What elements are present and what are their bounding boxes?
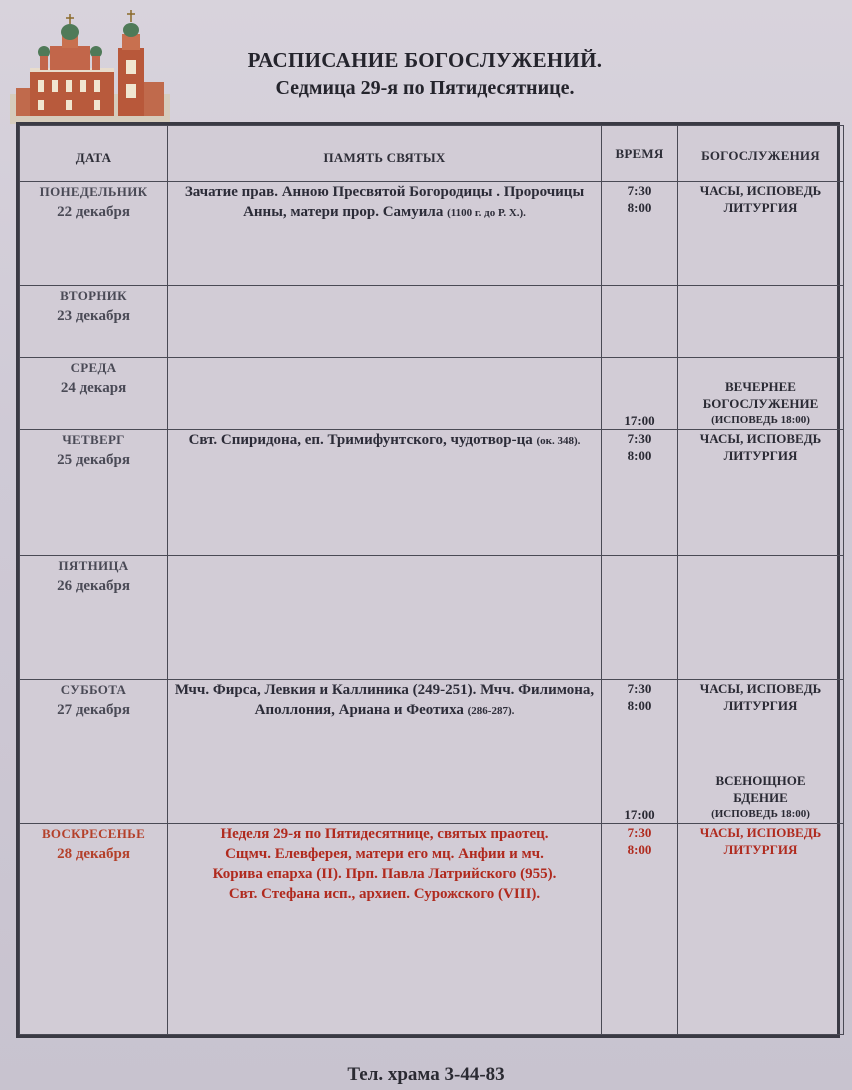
memory-note: (ок. 348).: [536, 435, 581, 447]
time-cell: [602, 286, 678, 358]
service-item: ЧАСЫ, ИСПОВЕДЬ: [699, 431, 822, 446]
services-cell: [678, 430, 844, 556]
memory-cell: [168, 430, 602, 556]
date-cell: [20, 556, 168, 680]
date-cell: [20, 430, 168, 556]
services-cell: [678, 556, 844, 680]
time-evening: 17:00: [624, 413, 655, 428]
vespers-block: [678, 378, 843, 429]
day-name: ПЯТНИЦА: [58, 558, 129, 573]
memory-line: Корива епарха (II). Прп. Павла Латрийского (955).: [212, 866, 557, 882]
memory-cell: [168, 680, 602, 824]
services-cell: [678, 286, 844, 358]
services-cell: [678, 358, 844, 430]
memory-cell: [168, 286, 602, 358]
vespers-line: ВСЕНОЩНОЕ: [715, 773, 806, 788]
time-cell: [602, 680, 678, 824]
church-illustration: [10, 8, 170, 124]
services-cell: [678, 824, 844, 1035]
day-date: 28 декабря: [57, 846, 130, 862]
vespers-line: ВЕЧЕРНЕЕ: [725, 379, 796, 394]
time-value: 7:30: [627, 825, 652, 840]
time-value: 7:30: [627, 183, 652, 198]
time-cell: [602, 358, 678, 430]
day-name: ВОСКРЕСЕНЬЕ: [41, 826, 146, 841]
column-header-services: БОГОСЛУЖЕНИЯ: [678, 126, 844, 182]
memory-line: Неделя 29-я по Пятидесятнице, святых праотец.: [220, 826, 549, 842]
time-evening: 17:00: [624, 807, 655, 822]
day-name: ЧЕТВЕРГ: [62, 432, 125, 447]
date-cell: [20, 182, 168, 286]
day-date: 22 декабря: [57, 204, 130, 220]
service-item: ЛИТУРГИЯ: [723, 698, 798, 713]
column-header-date: ДАТА: [20, 126, 168, 182]
service-item: ЧАСЫ, ИСПОВЕДЬ: [699, 825, 822, 840]
table-row: [20, 182, 844, 286]
day-date: 26 декабря: [57, 578, 130, 594]
services-cell: [678, 182, 844, 286]
column-header-memory: ПАМЯТЬ СВЯТЫХ: [168, 126, 602, 182]
date-cell: [20, 824, 168, 1035]
day-date: 25 декабря: [57, 452, 130, 468]
table-row: [20, 286, 844, 358]
memory-line: Сщмч. Елевферея, матери его мц. Анфии и мч.: [225, 846, 544, 862]
column-header-time: ВРЕМЯ: [602, 126, 678, 182]
memory-cell: [168, 358, 602, 430]
schedule-table: [16, 122, 840, 1038]
memory-text: Свт. Спиридона, еп. Тримифунтского, чудотвор-ца: [188, 432, 533, 448]
day-name: ПОНЕДЕЛЬНИК: [39, 184, 148, 199]
time-value: 7:30: [627, 681, 652, 696]
services-cell: [678, 680, 844, 824]
memory-line: Свт. Стефана исп., архиеп. Сурожского (VIII).: [228, 886, 541, 902]
time-value: 7:30: [627, 431, 652, 446]
day-date: 27 декабря: [57, 702, 130, 718]
service-item: ЧАСЫ, ИСПОВЕДЬ: [699, 183, 822, 198]
confession-note: (ИСПОВЕДЬ 18:00): [711, 414, 810, 426]
day-name: ВТОРНИК: [60, 288, 127, 303]
vespers-line: БДЕНИЕ: [733, 790, 788, 805]
time-cell: [602, 182, 678, 286]
table-row: [20, 680, 844, 824]
time-value: 8:00: [627, 842, 652, 857]
phone-footer: Тел. храма 3-44-83: [347, 1064, 505, 1085]
table-row: [20, 824, 844, 1035]
day-name: СРЕДА: [70, 360, 117, 375]
page-title: РАСПИСАНИЕ БОГОСЛУЖЕНИЙ.: [247, 48, 603, 72]
memory-cell: [168, 824, 602, 1035]
time-cell: [602, 430, 678, 556]
confession-note: (ИСПОВЕДЬ 18:00): [711, 808, 810, 820]
memory-cell: [168, 556, 602, 680]
memory-note: (1100 г. до Р. Х.).: [447, 207, 526, 219]
time-cell: [602, 556, 678, 680]
date-cell: [20, 358, 168, 430]
time-cell: [602, 824, 678, 1035]
header: [170, 48, 680, 100]
service-item: ЧАСЫ, ИСПОВЕДЬ: [699, 681, 822, 696]
date-cell: [20, 680, 168, 824]
time-value: 8:00: [627, 448, 652, 463]
time-value: 8:00: [627, 698, 652, 713]
table-row: [20, 556, 844, 680]
memory-text: Мчч. Фирса, Левкия и Каллиника (249-251). Мчч. Филимона, Аполлония, Ариана и Феотиха: [174, 682, 595, 718]
service-item: ЛИТУРГИЯ: [723, 200, 798, 215]
vespers-line: БОГОСЛУЖЕНИЕ: [702, 396, 819, 411]
day-date: 24 декаря: [60, 380, 127, 396]
page-subtitle: Седмица 29-я по Пятидесятнице.: [275, 77, 575, 99]
vespers-block: [678, 772, 843, 823]
day-date: 23 декабря: [57, 308, 130, 324]
date-cell: [20, 286, 168, 358]
day-name: СУББОТА: [60, 682, 127, 697]
service-item: ЛИТУРГИЯ: [723, 448, 798, 463]
service-item: ЛИТУРГИЯ: [723, 842, 798, 857]
table-row: [20, 430, 844, 556]
memory-text: Зачатие прав. Анною Пресвятой Богородицы . Пророчицы Анны, матери прор. Самуила: [184, 184, 585, 220]
table-header-row: [20, 126, 844, 182]
time-value: 8:00: [627, 200, 652, 215]
memory-note: (286-287).: [467, 705, 515, 717]
memory-cell: [168, 182, 602, 286]
table-row: [20, 358, 844, 430]
